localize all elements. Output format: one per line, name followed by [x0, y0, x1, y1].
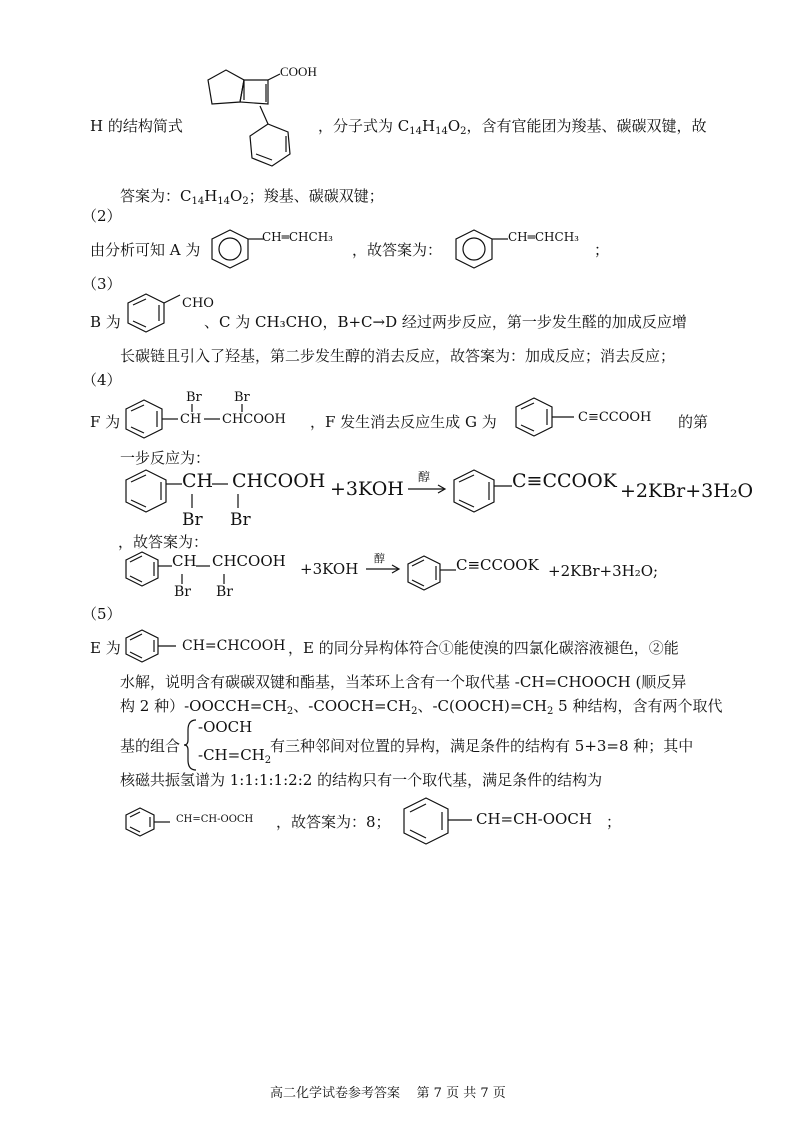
q5-text: 构 2 种）-OOCCH=CH — [120, 697, 287, 715]
q4-ans-prefix: ，故答案为： — [118, 533, 209, 551]
q5-brace — [184, 718, 198, 772]
q5-small-benzene — [124, 806, 180, 840]
q5-ans-text: ，故答案为：8； — [276, 813, 391, 831]
q5-brace-top: -OOCH — [198, 718, 253, 736]
formula-text: O — [447, 117, 461, 135]
q4-eq2-tail: +2KBr+3H₂O; — [548, 562, 659, 580]
q1-line-1 — [90, 116, 183, 136]
q5-end: ； — [606, 813, 622, 831]
h-cooh-label: COOH — [280, 64, 317, 79]
q4-eq-br-2: Br — [230, 510, 251, 530]
sub: 14 — [191, 196, 205, 207]
q4-eq-prod: C≡CCOOK — [512, 470, 617, 492]
q4-eq2-ch: CH — [172, 552, 197, 570]
sub: 2 — [286, 706, 294, 717]
q4-eq2-chcooh: CHCOOH — [212, 552, 286, 570]
q1-line-1-tail — [318, 116, 707, 142]
sub: 2 — [411, 706, 418, 717]
sub: 14 — [217, 196, 231, 207]
sub: 2 — [460, 126, 467, 137]
q4-f-ch: CH — [180, 412, 202, 427]
q4-f-br-1: Br — [186, 390, 202, 405]
q5-e-benzene — [124, 628, 184, 666]
q5-e-chain: CH=CHCOOH — [182, 638, 286, 654]
formula-text: ，分子式为 C — [318, 117, 410, 135]
footer — [270, 1082, 506, 1101]
q5-line-2: 水解，说明含有碳碳双键和酯基，当苯环上含有一个取代基 -CH=CHOOCH (顺反异 — [120, 673, 687, 691]
answer-text: 答案为：C — [120, 187, 192, 205]
q4-text-end: 的第 — [678, 413, 709, 431]
q2-benzene-1 — [208, 228, 268, 272]
sub: 2 — [264, 755, 272, 766]
q4-f-chcooh: CHCOOH — [222, 412, 286, 427]
q5-text: 5 种结构，含有两个取代 — [553, 697, 723, 715]
q4-step-line: 一步反应为： — [120, 449, 211, 467]
q4-g-benzene — [512, 394, 582, 442]
q2-semicolon: ； — [594, 241, 610, 259]
q5-text: 、-C(OOCH)=CH — [417, 697, 548, 715]
q2-chain-1: CH═CHCH₃ — [262, 230, 333, 244]
q4-eq2-arrow — [366, 564, 402, 574]
q5-big-chain: CH=CH-OOCH — [476, 810, 592, 828]
q4-text-mid: ，F 发生消去反应生成 G 为 — [310, 413, 497, 431]
q2-number: （2） — [82, 207, 122, 225]
answer-text: O — [230, 187, 243, 205]
formula-text: H — [421, 117, 436, 135]
q5-line-4b: 有三种邻间对位置的异构，满足条件的结构有 5+3=8 种；其中 — [270, 737, 694, 755]
q4-f-br-2: Br — [234, 390, 250, 405]
q1-answer — [120, 186, 384, 212]
q4-eq2-prod: C≡CCOOK — [456, 556, 539, 574]
q4-eq2-br-2: Br — [216, 584, 233, 600]
q4-eq-tail: +2KBr+3H₂O — [620, 480, 754, 502]
q4-eq-koh: +3KOH — [330, 478, 404, 500]
q3-number: （3） — [82, 275, 122, 293]
q2-text-1: 由分析可知 A 为 — [90, 241, 201, 259]
q5-text: 、-COOCH=CH — [293, 697, 412, 715]
q2-benzene-2 — [452, 228, 512, 272]
q4-eq-cond: 醇 — [418, 470, 431, 484]
q5-line-4a: 基的组合 — [120, 737, 181, 755]
q4-eq-chcooh: CHCOOH — [232, 470, 326, 492]
formula-text: ，含有官能团为羧基、碳碳双键，故 — [466, 117, 707, 135]
q4-f-label: F 为 — [90, 413, 121, 431]
q4-number: （4） — [82, 371, 122, 389]
q5-number: （5） — [82, 605, 122, 623]
footer-title: 高二化学试卷参考答案 — [270, 1086, 401, 1101]
q4-eq2-koh: +3KOH — [300, 560, 359, 578]
h-prefix: H 的结构简式 — [90, 117, 183, 135]
q2-text-2: ，故答案为： — [352, 241, 443, 259]
q4-eq-arrow — [408, 484, 448, 494]
q5-line-5: 核磁共振氢谱为 1:1:1:1:2:2 的结构只有一个取代基，满足条件的结构为 — [120, 771, 603, 789]
q5-big-benzene — [400, 796, 480, 848]
q4-eq2-br-1: Br — [174, 584, 191, 600]
sub: 2 — [547, 706, 554, 717]
footer-page: 第 7 页 共 7 页 — [416, 1086, 506, 1101]
q5-text: -CH=CH — [198, 746, 265, 764]
q5-brace-bot — [198, 746, 271, 766]
q4-eq2-cond: 醇 — [374, 552, 385, 565]
q3-b-label: B 为 — [90, 313, 121, 331]
q4-eq-br-1: Br — [182, 510, 203, 530]
q5-e-label: E 为 — [90, 639, 121, 657]
sub: 2 — [242, 196, 249, 207]
q4-eq-ch: CH — [182, 470, 214, 492]
q5-line-1: ，E 的同分异构体符合①能使溴的四氯化碳溶液褪色，②能 — [288, 639, 679, 657]
q4-g-chain: C≡CCOOH — [578, 410, 652, 425]
q2-chain-2: CH═CHCH₃ — [508, 230, 579, 244]
answer-text: ；羧基、碳碳双键； — [248, 187, 384, 205]
q3-line-2: 长碳链且引入了羟基，第二步发生醇的消去反应，故答案为：加成反应；消去反应； — [120, 347, 676, 365]
q3-line-1: 、C 为 CH₃CHO，B+C→D 经过两步反应，第一步发生醛的加成反应增 — [204, 313, 687, 331]
h-structure-drawing — [188, 62, 317, 182]
sub: 14 — [435, 126, 448, 137]
q5-small-chain: CH=CH-OOCH — [176, 814, 254, 825]
q3-cho: CHO — [182, 296, 214, 311]
answer-text: H — [204, 187, 218, 205]
sub: 14 — [409, 126, 422, 137]
